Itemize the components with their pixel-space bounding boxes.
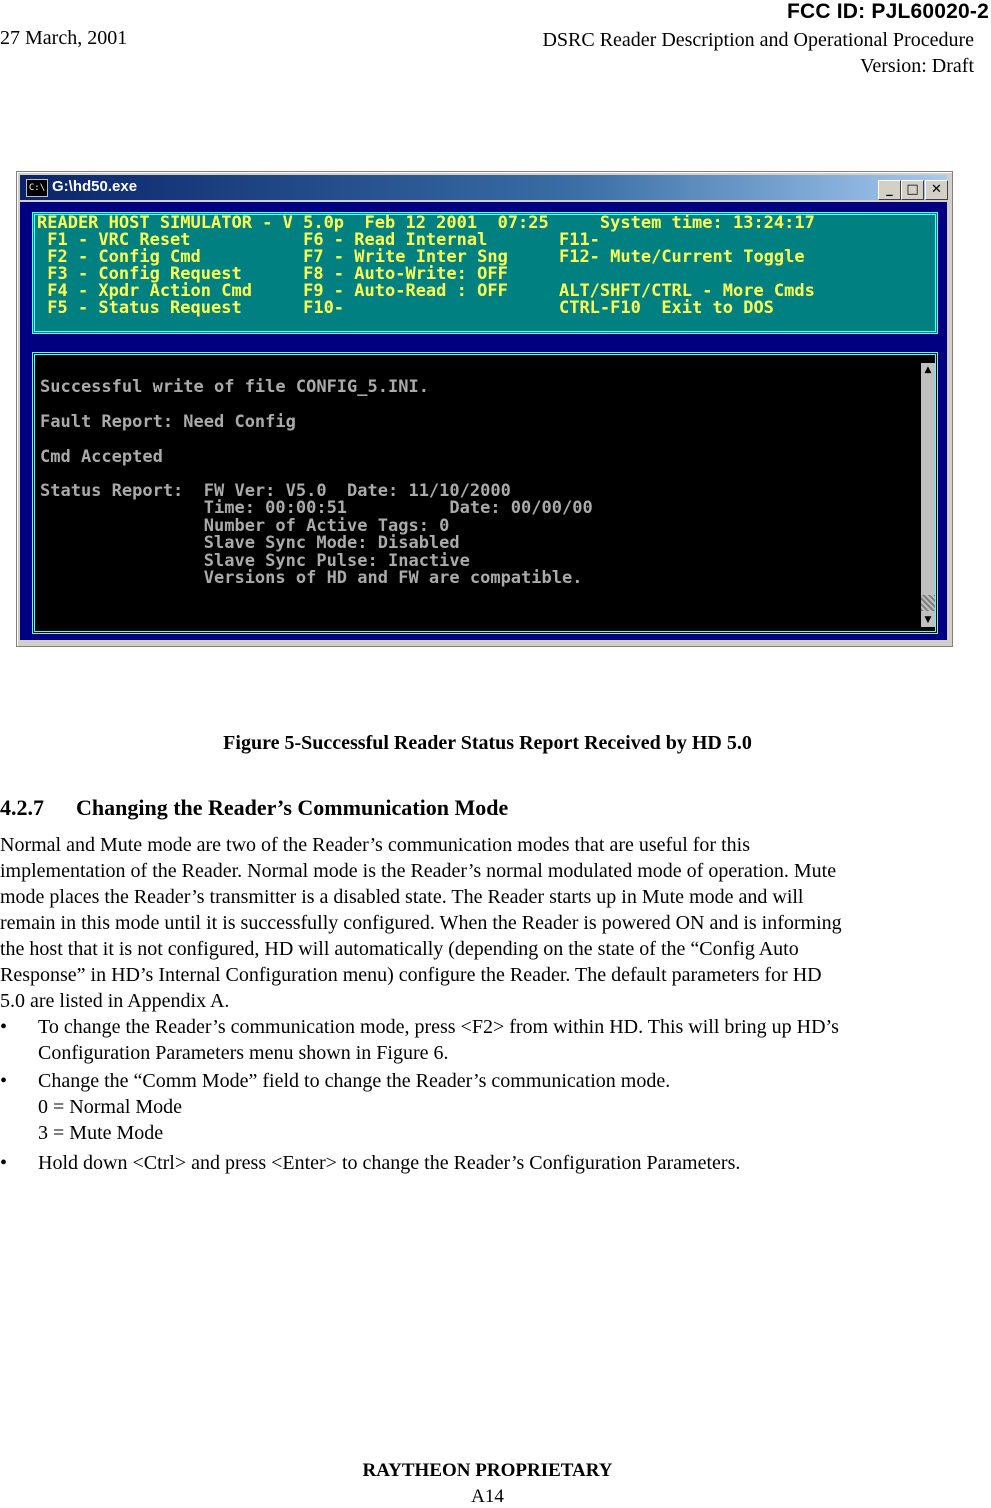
menu-line: F1 - VRC Reset F6 - Read Internal F11-: [37, 230, 600, 250]
bullet-item: [0, 1068, 975, 1146]
minimize-button[interactable]: _: [878, 180, 901, 200]
menu-line: F4 - Xpdr Action Cmd F9 - Auto-Read : OFF ALT/SHFT/CTRL - More Cmds: [37, 281, 815, 301]
header-version: Version: Draft: [860, 55, 974, 77]
bullet-line: Configuration Parameters menu shown in Figure 6.: [38, 1042, 449, 1064]
output-line: Cmd Accepted: [40, 447, 163, 467]
output-line: Successful write of file CONFIG_5.INI.: [40, 377, 429, 397]
paragraph-line: mode places the Reader’s transmitter is a disabled state. The Reader starts up in Mute mode and will: [0, 886, 804, 908]
output-line: Slave Sync Pulse: Inactive: [40, 551, 470, 571]
scroll-down-arrow-icon[interactable]: ▼: [924, 615, 932, 625]
bullet-text: [38, 1150, 975, 1176]
vertical-scrollbar[interactable]: [921, 363, 935, 627]
function-key-menu: [32, 212, 938, 334]
console-app-icon: C:\: [26, 179, 48, 197]
window-title: G:\hd50.exe: [52, 178, 138, 195]
menu-line: F5 - Status Request F10- CTRL-F10 Exit to DOS: [37, 298, 774, 318]
body-paragraph: [0, 832, 975, 1014]
bullet-line: Hold down <Ctrl> and press <Enter> to change the Reader’s Configuration Parameters.: [38, 1152, 741, 1174]
paragraph-line: the host that it is not configured, HD will automatically (depending on the state of the “Config Auto: [0, 938, 799, 960]
menu-line: F3 - Config Request F8 - Auto-Write: OFF: [37, 264, 508, 284]
bullet-item: [0, 1014, 975, 1066]
bullet-marker: •: [0, 1152, 8, 1174]
paragraph-line: Response” in HD’s Internal Configuration menu) configure the Reader. The default parameters for HD: [0, 964, 822, 986]
section-title: Changing the Reader’s Communication Mode: [76, 795, 509, 820]
menu-line: F2 - Config Cmd F7 - Write Inter Sng F12- Mute/Current Toggle: [37, 247, 805, 267]
figure-caption: Figure 5-Successful Reader Status Report Received by HD 5.0: [223, 732, 752, 754]
scroll-thumb[interactable]: [921, 595, 935, 611]
bullet-line: Change the “Comm Mode” field to change the Reader’s communication mode.: [38, 1070, 671, 1092]
footer-page-number: A14: [471, 1486, 504, 1507]
header-title-block: [542, 27, 974, 79]
menu-line: READER HOST SIMULATOR - V 5.0p Feb 12 2001 07:25 System time: 13:24:17: [37, 213, 815, 233]
bullet-marker: •: [0, 1016, 8, 1038]
scroll-up-arrow-icon[interactable]: ▲: [924, 365, 932, 375]
output-line: Versions of HD and FW are compatible.: [40, 568, 583, 588]
bullet-line: 0 = Normal Mode: [38, 1096, 183, 1118]
paragraph-line: remain in this mode until it is successfully configured. When the Reader is powered ON and is informing: [0, 912, 842, 934]
section-number: 4.2.7: [0, 795, 44, 820]
output-panel: [32, 352, 938, 634]
maximize-button[interactable]: □: [901, 180, 924, 200]
bullet-item: [0, 1150, 975, 1176]
close-button[interactable]: ✕: [925, 180, 948, 200]
console-area[interactable]: [20, 202, 947, 640]
output-line: Slave Sync Mode: Disabled: [40, 533, 460, 553]
output-line: Status Report: FW Ver: V5.0 Date: 11/10/2000: [40, 481, 511, 501]
output-line: Time: 00:00:51 Date: 00/00/00: [40, 498, 593, 518]
console-window: [16, 171, 953, 647]
bullet-marker: •: [0, 1070, 8, 1092]
paragraph-line: implementation of the Reader. Normal mode is the Reader’s normal modulated mode of operation. Mute: [0, 860, 837, 882]
output-line: Number of Active Tags: 0: [40, 516, 450, 536]
paragraph-line: 5.0 are listed in Appendix A.: [0, 990, 230, 1012]
paragraph-line: Normal and Mute mode are two of the Reader’s communication modes that are useful for this: [0, 834, 750, 856]
window-titlebar[interactable]: [20, 175, 947, 200]
bullet-line: 3 = Mute Mode: [38, 1122, 164, 1144]
header-doc-title: DSRC Reader Description and Operational Procedure: [542, 29, 974, 51]
bullet-line: To change the Reader’s communication mode, press <F2> from within HD. This will bring up HD’s: [38, 1016, 839, 1038]
bullet-text: [38, 1068, 975, 1146]
header-date: 27 March, 2001: [0, 27, 128, 49]
footer-proprietary: RAYTHEON PROPRIETARY: [362, 1460, 613, 1481]
bullet-text: [38, 1014, 975, 1066]
output-line: Fault Report: Need Config: [40, 412, 296, 432]
fcc-id: FCC ID: PJL60020-2: [786, 0, 989, 23]
